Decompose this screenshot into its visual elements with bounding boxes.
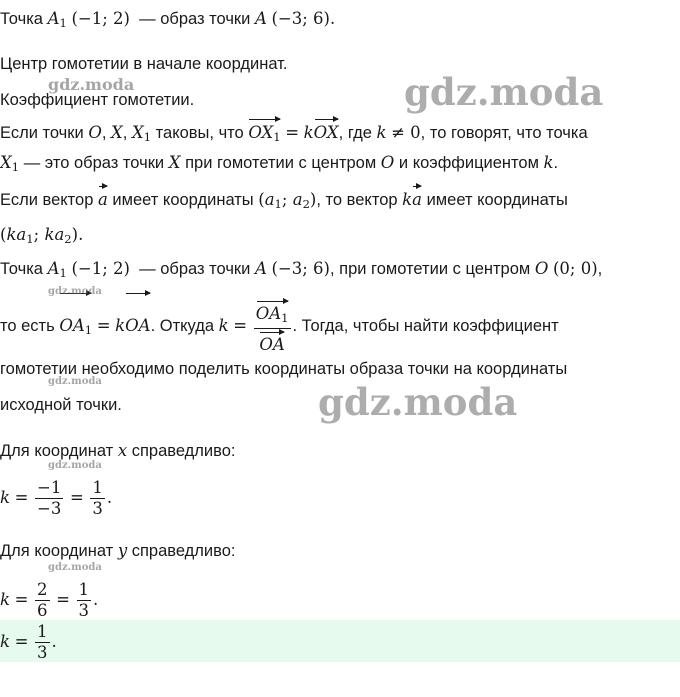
apply-line-2: то есть $OA_1$ = kOA. Откуда k = $\frac{OA_1}{OA}$ . Тогда, чтобы найти коэффициент [0, 290, 559, 360]
answer-box [0, 620, 680, 662]
watermark-small: gdz.moda [48, 286, 102, 297]
apply-line-1: Точка $A_1$ (−1; 2) — образ точки A (−3; 6), при гомотетии с центром O (0; 0), [0, 259, 603, 280]
watermark-small: gdz.moda [48, 460, 102, 471]
watermark-large: gdz.moda [318, 380, 518, 424]
apply-line-3: гомотетии необходимо поделить координаты образа точки на координаты [0, 360, 568, 378]
line-image-point: Точка $A_1$ (−1; 2) — образ точки A (−3; 6). [0, 9, 336, 30]
for-x-label: Для координат x справедливо: [0, 441, 236, 460]
for-y-label: Для координат y справедливо: [0, 541, 236, 560]
definition-line-2: $X_1$ — это образ точки X при гомотетии с центром O и коэффициентом k. [0, 153, 559, 174]
watermark-large: gdz.moda [404, 70, 604, 114]
vector-line-1: Если вектор a имеет координаты ($a_1$; $a_2$), то вектор ka имеет координаты [0, 183, 568, 215]
watermark-small: gdz.moda [48, 75, 135, 94]
x-equation: k = $\frac{-1}{-3}$ = $\frac{1}{3}$ . [0, 478, 113, 519]
vector-line-2: ($ka_1$; $ka_2$). [0, 225, 84, 246]
center-statement: Центр гомотетии в начале координат. [0, 55, 288, 73]
section-heading: Коэффициент гомотетии. [0, 91, 195, 109]
watermark-small: gdz.moda [48, 562, 102, 573]
watermark-small: gdz.moda [48, 376, 102, 387]
y-equation: k = $\frac{2}{6}$ = $\frac{1}{3}$ . [0, 580, 99, 621]
definition-line-1: Если точки O, X, $X_1$ таковы, что $OX_1$ = kOX, где k ≠ 0, то говорят, что точка [0, 116, 588, 148]
answer-equation: k = $\frac{1}{3}$ . [0, 622, 57, 662]
apply-line-4: исходной точки. [0, 396, 122, 414]
